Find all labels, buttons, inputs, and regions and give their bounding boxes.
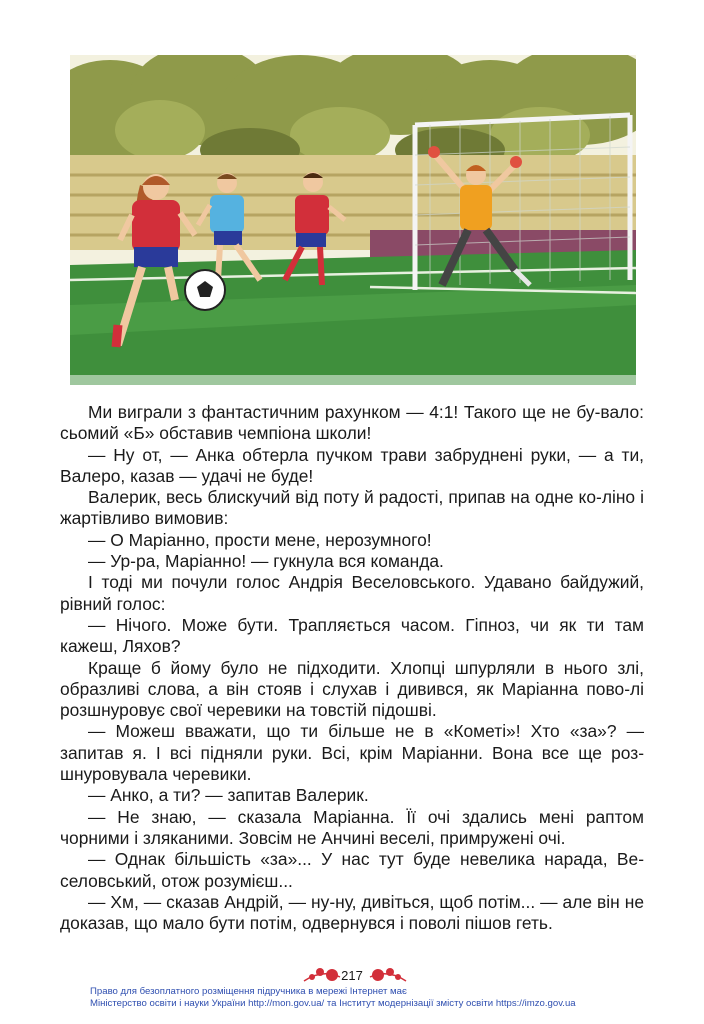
paragraph: — Однак більшість «за»... У нас тут буде невелика нарада, Ве-селовський, отож розумієш... — [60, 849, 644, 891]
footer-line: Міністерство освіти і науки України http://mon.gov.ua/ та Інститут модернізації змісту освіти https://imzo.gov.ua — [90, 998, 576, 1009]
footer-notice — [90, 986, 650, 1010]
paragraph: — Можеш вважати, що ти більше не в «Кометі»! Хто «за»? — запитав я. І всі підняли руки. Всі, крім Маріанни. Вона все ще роз-шнуровувала черевики. — [60, 721, 644, 785]
paragraph: Валерик, весь блискучий від поту й радості, припав на одне ко-ліно і жартівливо вимовив: — [60, 487, 644, 529]
paragraph: Краще б йому було не підходити. Хлопці шпурляли в нього злі, образливі слова, а він стояв і слухав і дивився, як Маріанна пово-лі розшнуровує свої черевики на товстій підошві. — [60, 657, 644, 721]
paragraph: — Хм, — сказав Андрій, — ну-ну, дивіться, щоб потім... — але він не доказав, що мало бути потім, одвернувся і поволі пішов геть. — [60, 891, 644, 934]
paragraph: — Нічого. Може бути. Трапляється часом. Гіпноз, чи як ти там кажеш, Ляхов? — [60, 614, 644, 657]
footer-line: Право для безоплатного розміщення підручника в мережі Інтернет має — [90, 986, 407, 997]
football-scene-image — [70, 55, 636, 385]
paragraph: І тоді ми почули голос Андрія Веселовського. Удавано байдужий, рівний голос: — [60, 572, 644, 614]
paragraph: — Ну от, — Анка обтерла пучком трави забруднені руки, — а ти, Валеро, казав — удачі не буде! — [60, 444, 644, 486]
flower-ornament-icon — [368, 965, 408, 985]
story-text — [60, 402, 644, 934]
paragraph: — О Маріанно, прости мене, нерозумного! — [88, 529, 432, 550]
paragraph: — Ур-ра, Маріанно! — гукнула вся команда. — [88, 551, 444, 572]
football-illustration — [70, 55, 636, 385]
paragraph: — Анко, а ти? — запитав Валерик. — [88, 785, 369, 806]
paragraph: — Не знаю, — сказала Маріанна. Її очі здались мені раптом чорними і зляканими. Зовсім не Анчині веселі, примружені очі. — [60, 806, 644, 848]
paragraph: Ми виграли з фантастичним рахунком — 4:1! Такого ще не бу-вало: сьомий «Б» обставив чемпіона школи! — [60, 402, 644, 444]
page-number: 217 — [341, 968, 363, 983]
